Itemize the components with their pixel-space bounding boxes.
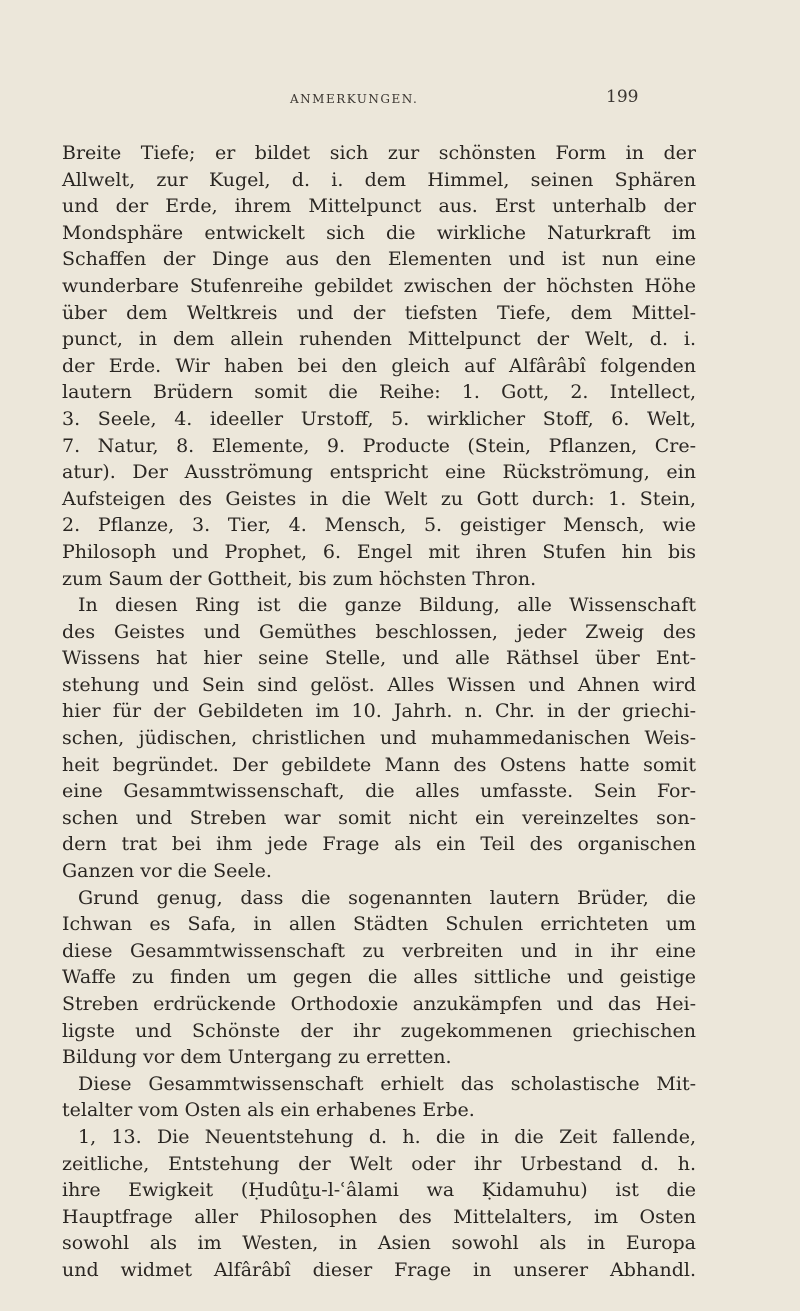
text-line: schen, jüdischen, christlichen und muhammedanischen Weis- [62, 727, 696, 750]
text-line: der Erde. Wir haben bei den gleich auf Alfârâbî folgenden [62, 354, 696, 377]
text-line: Mondsphäre entwickelt sich die wirkliche Naturkraft im [62, 221, 696, 244]
text-line: Diese Gesammtwissenschaft erhielt das scholastische Mit- [78, 1072, 696, 1095]
text-line: 3. Seele, 4. ideeller Urstoff, 5. wirklicher Stoff, 6. Welt, [62, 407, 696, 430]
text-line: In diesen Ring ist die ganze Bildung, alle Wissenschaft [78, 594, 696, 617]
text-line: lautern Brüdern somit die Reihe: 1. Gott, 2. Intellect, [62, 381, 696, 404]
text-line: 7. Natur, 8. Elemente, 9. Producte (Stein, Pflanzen, Cre- [62, 434, 696, 457]
text-line: ihre Ewigkeit (Ḥudûṯu-l-ʿâlami wa Ḳidamuhu) ist die [62, 1179, 696, 1202]
text-line: atur). Der Ausströmung entspricht eine Rückströmung, ein [62, 461, 696, 484]
text-line: Wissens hat hier seine Stelle, und alle Räthsel über Ent- [62, 647, 696, 670]
text-line: Bildung vor dem Untergang zu erretten. [62, 1046, 452, 1069]
text-line: ligste und Schönste der ihr zugekommenen griechischen [62, 1019, 696, 1042]
body-text [62, 140, 696, 1284]
text-line: und der Erde, ihrem Mittelpunct aus. Erst unterhalb der [62, 195, 696, 218]
text-line: über dem Weltkreis und der tiefsten Tiefe, dem Mittel- [62, 301, 696, 324]
text-line: Philosoph und Prophet, 6. Engel mit ihren Stufen hin bis [62, 540, 696, 563]
text-line: dern trat bei ihm jede Frage als ein Teil des organischen [62, 833, 696, 856]
text-line: Streben erdrückende Orthodoxie anzukämpfen und das Hei- [62, 993, 696, 1015]
text-line: 2. Pflanze, 3. Tier, 4. Mensch, 5. geistiger Mensch, wie [62, 514, 696, 537]
text-line: wunderbare Stufenreihe gebildet zwischen der höchsten Höhe [62, 274, 696, 297]
text-line: Breite Tiefe; er bildet sich zur schönsten Form in der [62, 142, 696, 164]
text-line: Hauptfrage aller Philosophen des Mittelalters, im Osten [62, 1205, 696, 1228]
text-line: und widmet Alfârâbî dieser Frage in unserer Abhandl. [62, 1258, 696, 1281]
text-line: heit begründet. Der gebildete Mann des Ostens hatte somit [62, 753, 696, 776]
text-line: Schaffen der Dinge aus den Elementen und ist nun eine [62, 248, 696, 271]
text-line: Allwelt, zur Kugel, d. i. dem Himmel, seinen Sphären [62, 168, 696, 191]
text-line: Waffe zu finden um gegen die alles sittliche und geistige [62, 966, 696, 989]
text-line: Ichwan es Safa, in allen Städten Schulen errichteten um [62, 913, 696, 936]
page-number: 199 [606, 87, 639, 107]
running-head: ANMERKUNGEN. [290, 92, 419, 106]
text-line: punct, in dem allein ruhenden Mittelpunct der Welt, d. i. [62, 328, 696, 351]
text-line: schen und Streben war somit nicht ein vereinzeltes son- [62, 806, 696, 829]
text-line: sowohl als im Westen, in Asien sowohl als in Europa [62, 1232, 696, 1255]
text-line: hier für der Gebildeten im 10. Jahrh. n. Chr. in der griechi- [62, 700, 696, 723]
text-line: Aufsteigen des Geistes in die Welt zu Gott durch: 1. Stein, [62, 487, 696, 510]
text-line: 1, 13. Die Neuentstehung d. h. die in die Zeit fallende, [78, 1125, 696, 1148]
text-line: stehung und Sein sind gelöst. Alles Wissen und Ahnen wird [62, 673, 696, 696]
text-line: Ganzen vor die Seele. [62, 860, 272, 883]
text-line: zeitliche, Entstehung der Welt oder ihr Urbestand d. h. [62, 1152, 696, 1175]
text-line: zum Saum der Gottheit, bis zum höchsten Thron. [62, 567, 537, 590]
text-line: des Geistes und Gemüthes beschlossen, jeder Zweig des [62, 620, 696, 643]
text-line: telalter vom Osten als ein erhabenes Erbe. [62, 1099, 475, 1122]
text-line: diese Gesammtwissenschaft zu verbreiten und in ihr eine [62, 939, 696, 962]
text-line: eine Gesammtwissenschaft, die alles umfasste. Sein For- [62, 780, 696, 803]
text-line: Grund genug, dass die sogenannten lautern Brüder, die [78, 886, 696, 909]
